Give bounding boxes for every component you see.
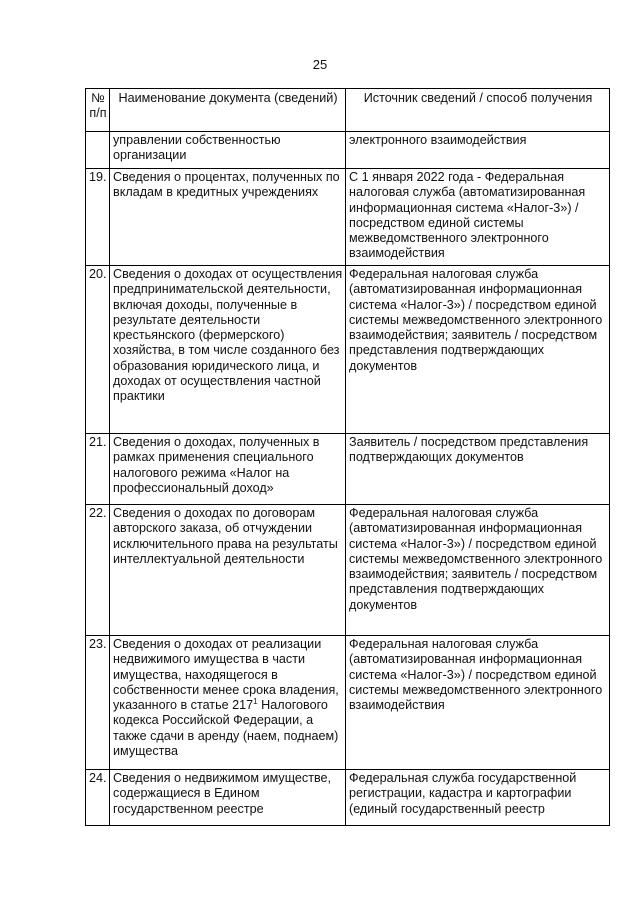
table-row: [86, 169, 610, 266]
document-source: Федеральная налоговая служба (автоматизированная информационная система «Налог-3») / посредством единой системы межведомственного электронного взаимодействия; заявитель / посредством представления подтверждающих документов: [346, 266, 610, 434]
row-number: 19.: [86, 169, 110, 266]
document-name: [110, 636, 346, 770]
document-name: Сведения о процентах, полученных по вкладам в кредитных учреждениях: [110, 169, 346, 266]
document-name: Сведения о доходах по договорам авторского заказа, об отчуждении исключительного права на результаты интеллектуальной деятельности: [110, 505, 346, 636]
table-row: [86, 505, 610, 636]
row-number: [86, 132, 110, 169]
name-text-before-sup: Сведения о доходах от реализации недвижимого имущества в части имущества, находящегося в собственности менее срока владения, указанного в статье 217: [113, 637, 339, 713]
page-number: 25: [312, 57, 328, 72]
table-row: [86, 132, 610, 169]
row-number: 21.: [86, 434, 110, 505]
table-row: [86, 770, 610, 826]
document-source: электронного взаимодействия: [346, 132, 610, 169]
header-num: № п/п: [86, 89, 110, 132]
row-number: 20.: [86, 266, 110, 434]
document-name: Сведения о доходах, полученных в рамках применения специального налогового режима «Налог на профессиональный доход»: [110, 434, 346, 505]
table-row: [86, 636, 610, 770]
document-name: управлении собственностью организации: [110, 132, 346, 169]
document-name: Сведения о доходах от осуществления предпринимательской деятельности, включая доходы, полученные в результате деятельности крестьянского (фермерского) хозяйства, в том числе созданного без образования юридического лица, и доходах от осуществления частной практики: [110, 266, 346, 434]
row-number: 24.: [86, 770, 110, 826]
row-number: 23.: [86, 636, 110, 770]
document-name: Сведения о недвижимом имуществе, содержащиеся в Едином государственном реестре: [110, 770, 346, 826]
documents-table: [85, 88, 610, 826]
document-source: Федеральная служба государственной регистрации, кадастра и картографии (единый государственный реестр: [346, 770, 610, 826]
superscript-number: 1: [253, 697, 258, 706]
name-text-after-sup: Налогового кодекса Российской Федерации, а также сдачи в аренду (наем, поднаем) имущества: [113, 698, 339, 759]
header-name: Наименование документа (сведений): [110, 89, 346, 132]
document-source: Заявитель / посредством представления подтверждающих документов: [346, 434, 610, 505]
table-row: [86, 266, 610, 434]
row-number: 22.: [86, 505, 110, 636]
document-source: С 1 января 2022 года - Федеральная налоговая служба (автоматизированная информационная система «Налог-3») / посредством единой системы межведомственного электронного взаимодействия: [346, 169, 610, 266]
document-source: Федеральная налоговая служба (автоматизированная информационная система «Налог-3») / посредством единой системы межведомственного электронного взаимодействия: [346, 636, 610, 770]
table-header-row: [86, 89, 610, 132]
table-row: [86, 434, 610, 505]
document-source: Федеральная налоговая служба (автоматизированная информационная система «Налог-3») / посредством единой системы межведомственного электронного взаимодействия; заявитель / посредством представления подтверждающих документов: [346, 505, 610, 636]
header-source: Источник сведений / способ получения: [346, 89, 610, 132]
